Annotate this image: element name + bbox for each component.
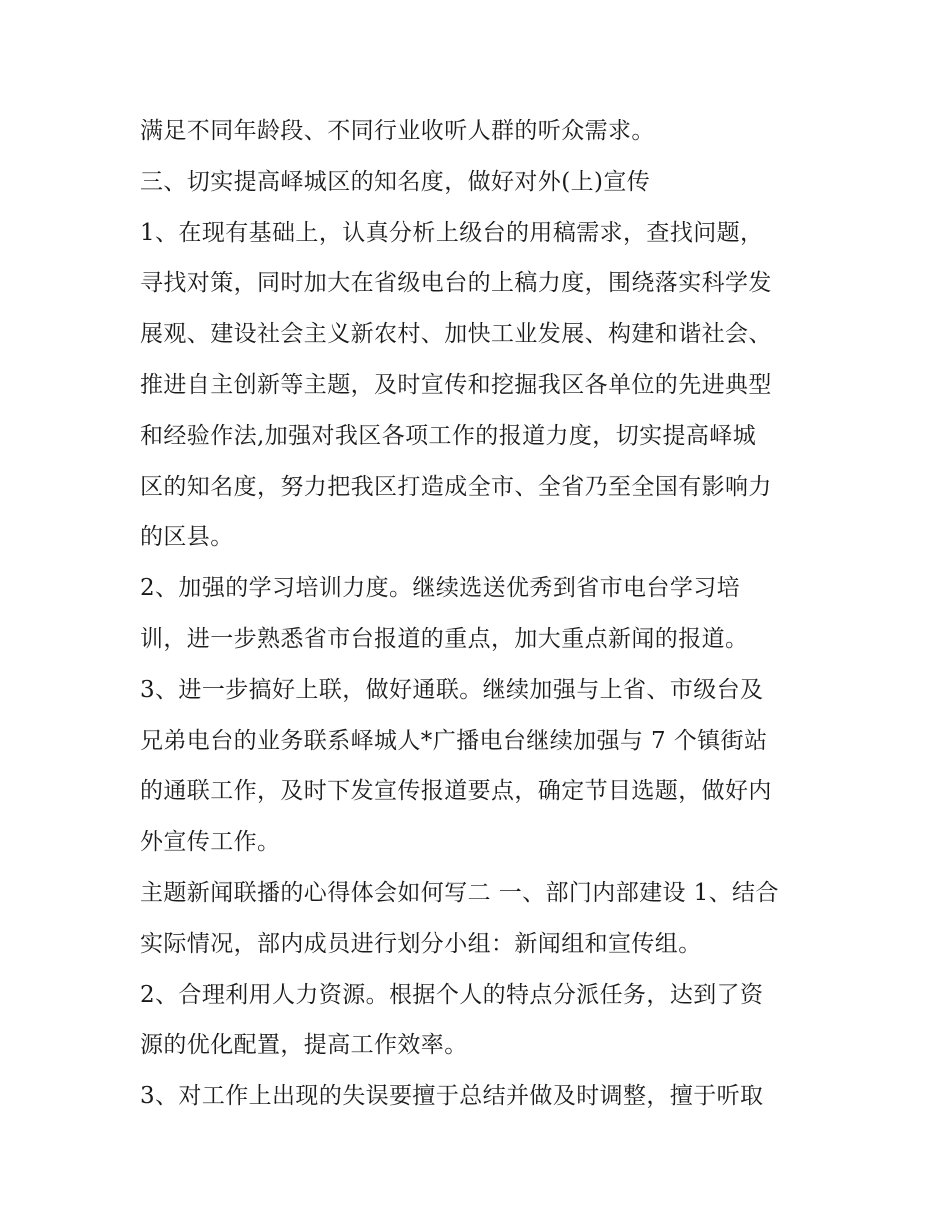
text-line: 兄弟电台的业务联系峄城人*广播电台继续加强与 7 个镇街站 (140, 727, 768, 754)
text-line: 1、在现有基础上，认真分析上级台的用稿需求，查找问题， (140, 219, 764, 246)
text-line: 满足不同年龄段、不同行业收听人群的听众需求。 (140, 118, 655, 144)
text-line: 的通联工作，及时下发宣传报道要点，确定节目选题，做好内 (140, 778, 772, 805)
text-line: 3、对工作上出现的失误要擅于总结并做及时调整，擅于听取 (140, 1083, 764, 1110)
text-line: 源的优化配置，提高工作效率。 (140, 1032, 468, 1059)
text-line: 展观、建设社会主义新农村、加快工业发展、构建和谐社会、 (140, 321, 772, 348)
text-line: 外宣传工作。 (140, 829, 281, 856)
text-line: 寻找对策，同时加大在省级电台的上稿力度，围绕落实科学发 (140, 270, 772, 297)
text-line: 实际情况，部内成员进行划分小组：新闻组和宣传组。 (140, 930, 702, 957)
text-line: 3、进一步搞好上联，做好通联。继续加强与上省、市级台及 (140, 676, 764, 703)
text-line: 推进自主创新等主题，及时宣传和挖掘我区各单位的先进典型 (140, 371, 772, 398)
text-line: 2、加强的学习培训力度。继续选送优秀到省市电台学习培 (140, 575, 741, 602)
text-line: 训，进一步熟悉省市台报道的重点，加大重点新闻的报道。 (140, 625, 749, 652)
document-body (140, 106, 820, 1122)
text-line: 的区县。 (140, 524, 234, 551)
text-line: 2、合理利用人力资源。根据个人的特点分派任务，达到了资 (140, 981, 764, 1008)
text-line: 主题新闻联播的心得体会如何写二 一、部门内部建设 1、结合 (140, 879, 779, 906)
section-heading: 三、切实提高峄城区的知名度，做好对外(上)宣传 (140, 168, 651, 195)
text-line: 和经验作法,加强对我区各项工作的报道力度，切实提高峄城 (140, 422, 757, 449)
text-line: 区的知名度，努力把我区打造成全市、全省乃至全国有影响力 (140, 473, 772, 500)
